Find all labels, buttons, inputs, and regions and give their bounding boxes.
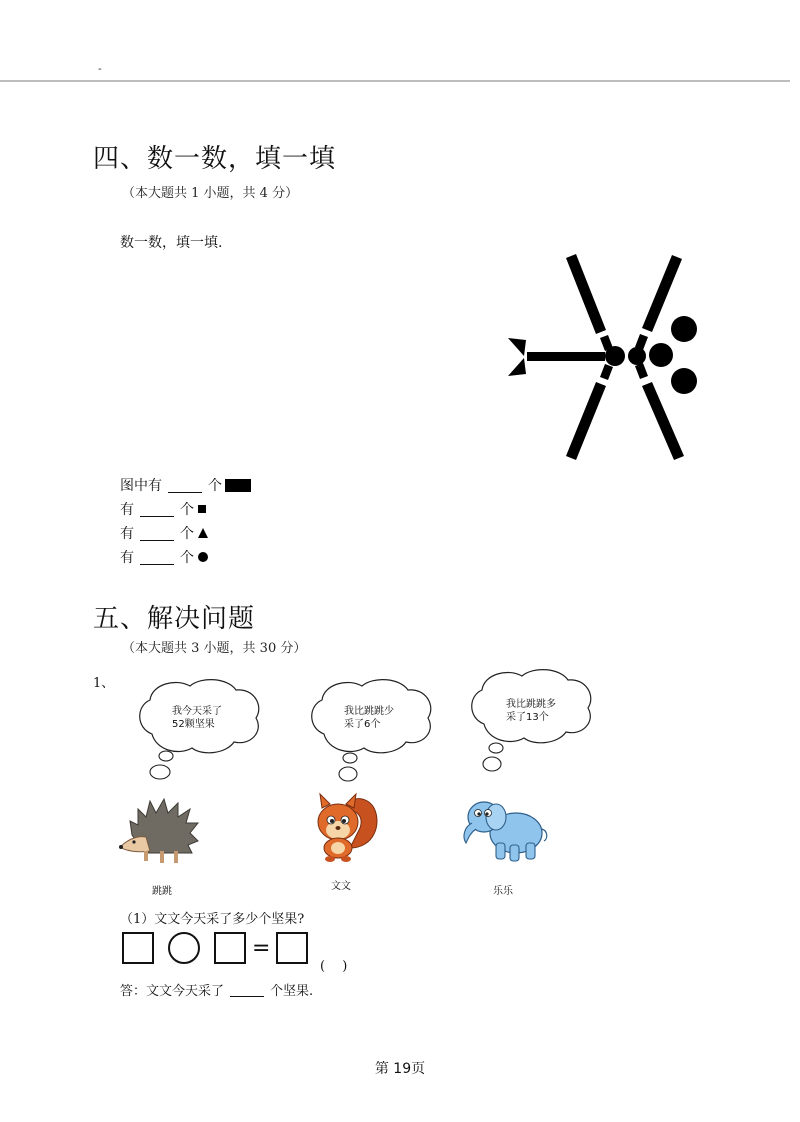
lower-right-bar-small (635, 363, 648, 379)
bubble-2-text: 我比跳跳少 采了6个 (344, 706, 394, 730)
answer-line (120, 980, 313, 999)
lower-left-bar-small (600, 364, 613, 380)
circle-1 (605, 346, 625, 366)
answer-suffix: 个坚果. (270, 984, 314, 999)
fill-row-triangle (120, 523, 208, 543)
equation-box-1[interactable] (122, 932, 154, 964)
body-bar (527, 352, 605, 361)
answer-blank[interactable] (140, 502, 174, 517)
section5-title: 五、解决问题 (93, 604, 256, 634)
answer-blank[interactable] (168, 478, 202, 493)
answer-blank[interactable] (140, 550, 174, 565)
answer-blank[interactable] (230, 982, 264, 997)
circle-2 (628, 347, 646, 365)
fill-row-prefix: 有 (120, 502, 134, 518)
fill-row-unit: 个 (180, 502, 194, 518)
animal-name-wenwen: 文文 (331, 881, 351, 892)
answer-prefix: 答：文文今天采了 (120, 984, 225, 999)
fill-row-circle (120, 547, 208, 567)
elephant-icon (458, 793, 550, 865)
section4-title: 四、数一数，填一填 (93, 144, 337, 174)
hedgehog-icon (116, 795, 202, 867)
equation-box-2[interactable] (214, 932, 246, 964)
animal-name-jumpjump: 跳跳 (152, 886, 172, 897)
equation-result-box[interactable] (276, 932, 308, 964)
question-number: 1、 (93, 676, 115, 691)
fill-row-unit: 个 (180, 526, 194, 542)
fill-row-prefix: 有 (120, 526, 134, 542)
page-number: 第 19页 (374, 1061, 426, 1077)
squirrel-icon (304, 790, 384, 866)
fill-row-unit: 个 (180, 550, 194, 566)
thought-bubble-1 (132, 676, 266, 786)
bubble-1-text: 我今天采了 52颗坚果 (172, 706, 222, 730)
square-icon (198, 505, 206, 513)
triangle-icon (198, 528, 208, 538)
sub-question: （1）文文今天采了多少个坚果? (120, 912, 305, 927)
header-divider (0, 80, 790, 82)
equals-sign: = (252, 935, 271, 961)
lower-right-bar (642, 382, 684, 460)
bubble-3-text: 我比跳跳多 采了13个 (506, 699, 556, 723)
fill-row-square (120, 499, 206, 519)
tail-triangle-top (508, 338, 526, 356)
fill-row-unit: 个 (208, 478, 222, 494)
tail-triangle-bottom (508, 358, 526, 376)
circle-5 (671, 368, 697, 394)
animal-name-lele: 乐乐 (493, 886, 513, 897)
circle-icon (198, 552, 208, 562)
fill-row-prefix: 有 (120, 550, 134, 566)
lower-left-bar (566, 382, 606, 460)
fill-row-rectangle (120, 475, 251, 495)
fill-row-prefix: 图中有 (120, 478, 162, 494)
unit-parentheses[interactable]: ( ) (320, 959, 348, 974)
section4-note: （本大题共 1 小题，共 4 分） (122, 186, 299, 201)
circle-3 (649, 343, 673, 367)
circle-4 (671, 316, 697, 342)
section4-prompt: 数一数，填一填. (120, 235, 223, 251)
equation-row (122, 932, 308, 964)
rectangle-icon (225, 479, 251, 492)
thought-bubble-2 (304, 676, 438, 786)
answer-blank[interactable] (140, 526, 174, 541)
section5-note: （本大题共 3 小题，共 30 分） (122, 641, 307, 656)
shape-figure (500, 252, 710, 462)
header-mark: - (98, 62, 102, 75)
equation-operator-circle[interactable] (168, 932, 200, 964)
upper-left-bar (566, 254, 606, 334)
